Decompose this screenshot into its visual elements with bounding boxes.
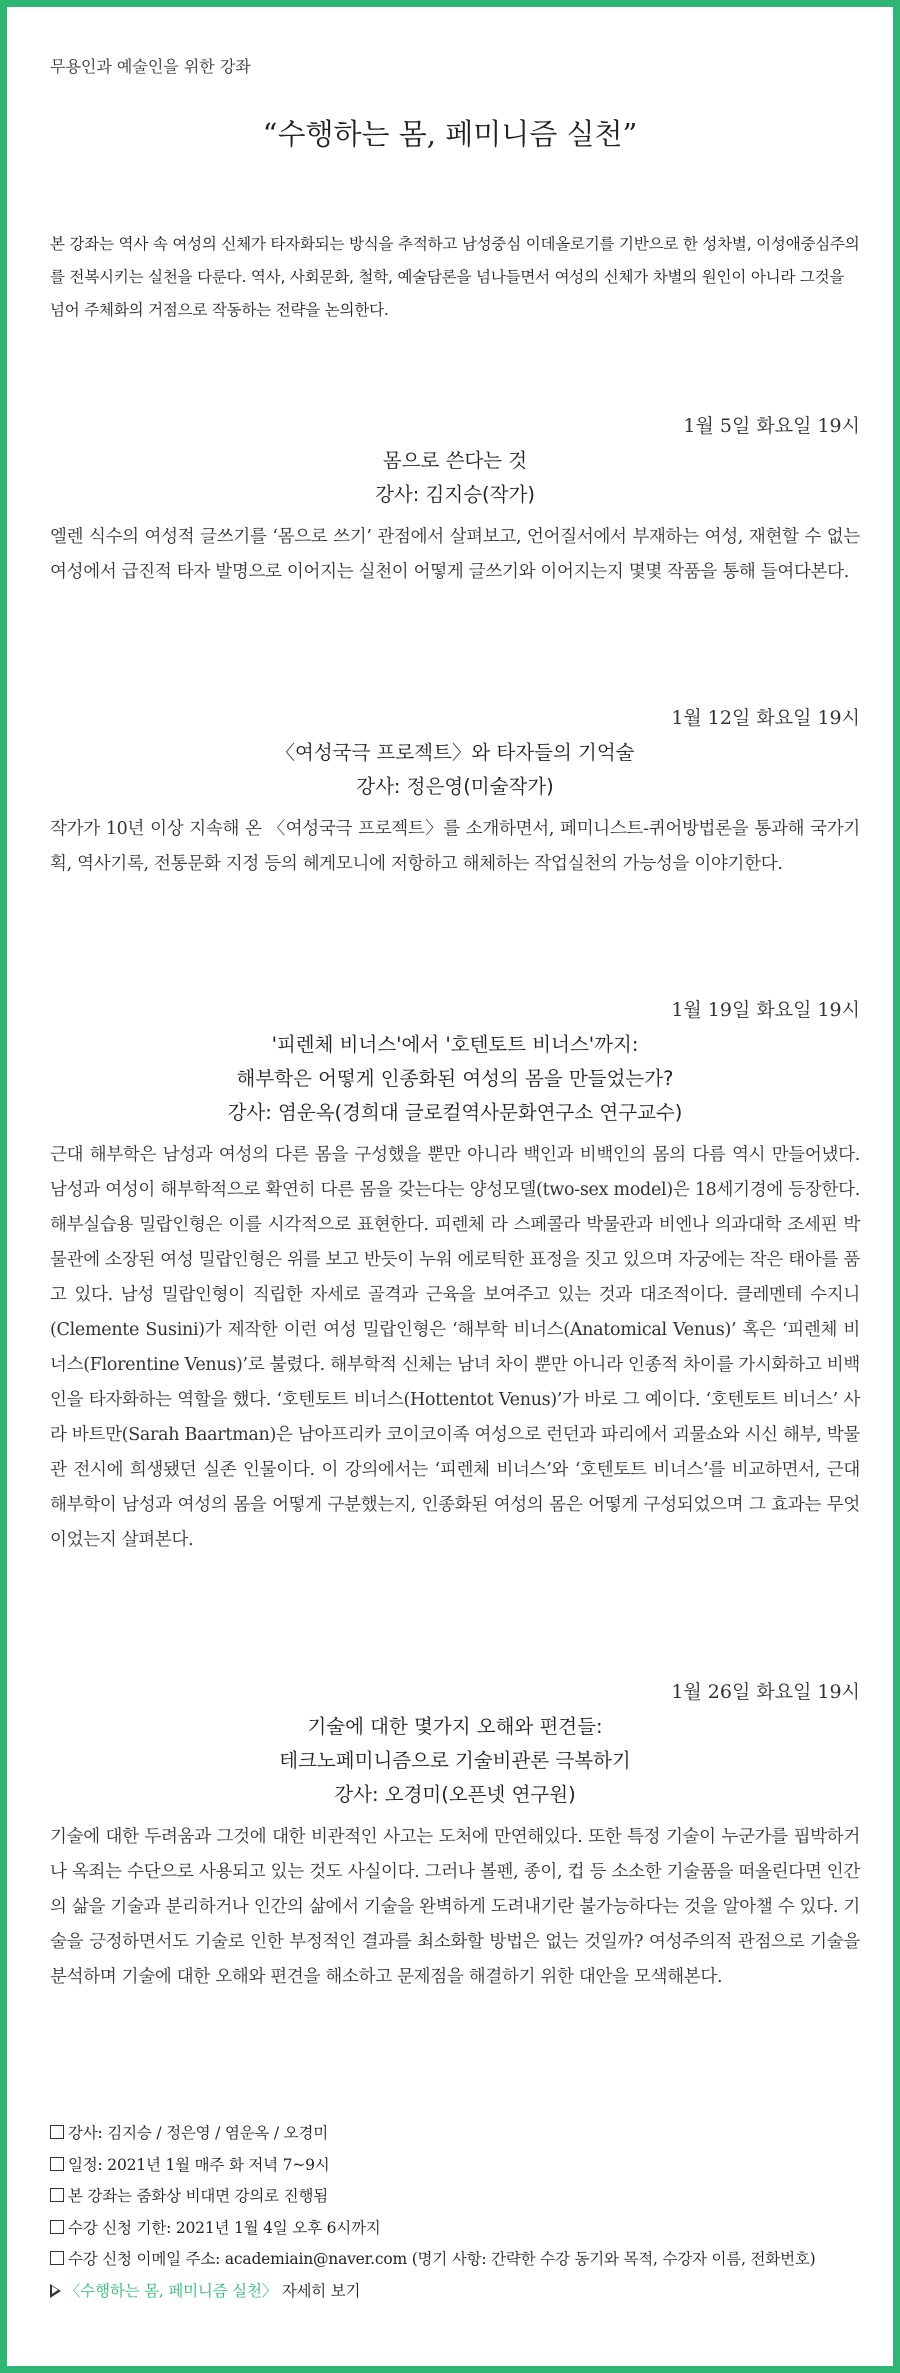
lecture-lecturer: 강사: 오경미(오픈넷 연구원) — [334, 1783, 576, 1806]
lecture-title-line-1: 기술에 대한 몇가지 오해와 편견들: — [307, 1715, 603, 1738]
info-text: 수강 신청 기한: 2021년 1월 4일 오후 6시까지 — [68, 2218, 381, 2237]
lecture-4 — [50, 1674, 860, 1995]
lecture-lecturer: 강사: 정은영(미술작가) — [356, 775, 554, 798]
page-title: “수행하는 몸, 페미니즘 실천” — [262, 117, 638, 151]
info-text: 수강 신청 이메일 주소: academiain@naver.com (명기 사항: 간략한 수강 동기와 목적, 수강자 이름, 전화번호) — [68, 2250, 816, 2268]
checkbox-icon — [50, 2125, 64, 2139]
lecture-1 — [50, 408, 860, 590]
lecture-description: 작가가 10년 이상 지속해 온 〈여성국극 프로젝트〉를 소개하면서, 페미니스트-퀴어방법론을 통과해 국가기획, 역사기록, 전통문화 지정 등의 헤게모니에 저항하고 해체하는 작업실천의 가능성을 이야기한다. — [50, 819, 860, 874]
lecture-title-line-2: 테크노페미니즘으로 기술비관론 극복하기 — [279, 1749, 631, 1772]
info-more-link-row — [50, 2276, 870, 2308]
info-text: 본 강좌는 줌화상 비대면 강의로 진행됨 — [68, 2187, 329, 2205]
checkbox-icon — [50, 2220, 64, 2234]
link-suffix: 자세히 보기 — [277, 2281, 361, 2300]
lecture-title: 〈여성국극 프로젝트〉와 타자들의 기억술 — [275, 741, 635, 764]
lecture-lecturer: 강사: 김지승(작가) — [375, 483, 535, 506]
lecture-date: 1월 19일 화요일 19시 — [671, 999, 860, 1021]
checkbox-icon — [50, 2188, 64, 2202]
lecture-description: 엘렌 식수의 여성적 글쓰기를 ‘몸으로 쓰기’ 관점에서 살펴보고, 언어질서에서 부재하는 여성, 재현할 수 없는 여성에서 급진적 타자 발명으로 이어지는 실천이 어떻게 글쓰기와 이어지는지 몇몇 작품을 통해 들여다본다. — [50, 527, 860, 582]
more-details-link[interactable]: 〈수행하는 몸, 페미니즘 실천〉 — [65, 2281, 278, 2300]
info-schedule — [50, 2150, 870, 2182]
lecture-date: 1월 12일 화요일 19시 — [671, 707, 860, 729]
info-deadline — [50, 2213, 870, 2245]
info-text: 강사: 김지승 / 정은영 / 염운옥 / 오경미 — [68, 2124, 329, 2142]
lecture-date: 1월 26일 화요일 19시 — [671, 1681, 860, 1703]
info-email — [50, 2244, 870, 2276]
lecture-title-line-2: 해부학은 어떻게 인종화된 여성의 몸을 만들었는가? — [236, 1067, 674, 1090]
triangle-right-icon — [50, 2284, 61, 2298]
organization-label: 무용인과 예술인을 위한 강좌 — [50, 57, 251, 76]
lecture-title: 몸으로 쓴다는 것 — [382, 449, 528, 472]
lecture-title-line-1: '피렌체 비너스'에서 '호텐토트 비너스'까지: — [271, 1033, 639, 1056]
course-info — [50, 2118, 870, 2307]
info-lecturers — [50, 2118, 870, 2150]
checkbox-icon — [50, 2157, 64, 2171]
lecture-description: 근대 해부학은 남성과 여성의 다른 몸을 구성했을 뿐만 아니라 백인과 비백인의 몸의 다름 역시 만들어냈다. 남성과 여성이 해부학적으로 확연히 다른 몸을 갖는다는 양성모델(two-sex model)은 18세기경에 등장한다. 해부실습용 밀랍인형은 이를 시각적으로 표현한다. 피렌체 라 스페콜라 박물관과 비엔나 의과대학 조세핀 박물관에 소장된 여성 밀랍인형은 위를 보고 반듯이 누워 에로틱한 표정을 짓고 있으며 자궁에는 작은 태아를 품고 있다. 남성 밀랍인형이 직립한 자세로 골격과 근육을 보여주고 있는 것과 대조적이다. 클레멘테 수지니(Clemente Susini)가 제작한 이런 여성 밀랍인형은 ‘해부학 비너스(Anatomical Venus)’ 혹은 ‘피렌체 비너스(Florentine Venus)’로 불렸다. 해부학적 신체는 남녀 차이 뿐만 아니라 인종적 차이를 가시화하고 비백인을 타자화하는 역할을 했다. ‘호텐토트 비너스(Hottentot Venus)’가 바로 그 예이다. ‘호텐토트 비너스’ 사라 바트만(Sarah Baartman)은 남아프리카 코이코이족 여성으로 런던과 파리에서 괴물쇼와 시신 해부, 박물관 전시에 희생됐던 실존 인물이다. 이 강의에서는 ‘피렌체 비너스’와 ‘호텐토트 비너스’를 비교하면서, 근대 해부학이 남성과 여성의 몸을 어떻게 구분했는지, 인종화된 여성의 몸은 어떻게 구성되었으며 그 효과는 무엇이었는지 살펴본다. — [50, 1145, 861, 1550]
lecture-lecturer: 강사: 염운옥(경희대 글로컬역사문화연구소 연구교수) — [227, 1101, 683, 1124]
lecture-2 — [50, 700, 860, 882]
info-text: 일정: 2021년 1월 매주 화 저녁 7~9시 — [68, 2155, 330, 2174]
info-format — [50, 2181, 870, 2213]
checkbox-icon — [50, 2251, 64, 2265]
intro-paragraph: 본 강좌는 역사 속 여성의 신체가 타자화되는 방식을 추적하고 남성중심 이데올로기를 기반으로 한 성차별, 이성애중심주의를 전복시키는 실천을 다룬다. 역사, 사회문화, 철학, 예술담론을 넘나들면서 여성의 신체가 차별의 원인이 아니라 그것을 넘어 주체화의 거점으로 작동하는 전략을 논의한다. — [50, 235, 860, 319]
lecture-3 — [50, 992, 860, 1558]
lecture-date: 1월 5일 화요일 19시 — [683, 415, 860, 437]
lecture-description: 기술에 대한 두려움과 그것에 대한 비관적인 사고는 도처에 만연해있다. 또한 특정 기술이 누군가를 핍박하거나 옥죄는 수단으로 사용되고 있는 것도 사실이다. 그러나 볼펜, 종이, 컵 등 소소한 기술품을 떠올린다면 인간의 삶을 기술과 분리하거나 인간의 삶에서 기술을 완벽하게 도려내기란 불가능하다는 것을 알아챌 수 있다. 기술을 긍정하면서도 기술로 인한 부정적인 결과를 최소화할 방법은 없는 것일까? 여성주의적 관점으로 기술을 분석하며 기술에 대한 오해와 편견을 해소하고 문제점을 해결하기 위한 대안을 모색해본다. — [50, 1827, 860, 1987]
